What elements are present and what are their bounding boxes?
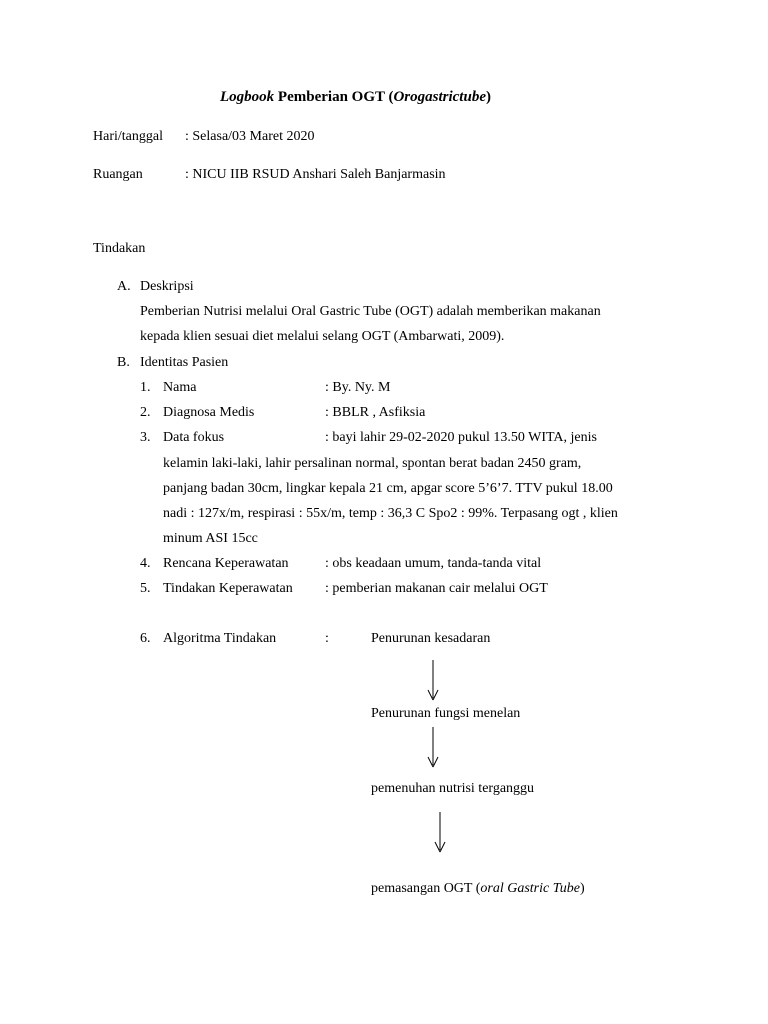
title-main: Pemberian OGT ( [274,89,394,105]
algorithm-step-4-prefix: pemasangan OGT ( [371,881,481,896]
section-a-text-line-1: Pemberian Nutrisi melalui Oral Gastric Tube (OGT) adalah memberikan makanan [140,304,601,319]
algorithm-step-4 [371,882,585,896]
section-a-text-line-2: kepada klien sesuai diet melalui selang OGT (Ambarwati, 2009). [140,329,505,344]
list-item-label: Nama [163,380,197,395]
list-item-number: 6. [140,631,151,646]
section-b-title: Identitas Pasien [140,355,229,370]
list-item-label: Algoritma Tindakan [163,631,277,646]
data-fokus-line-3: panjang badan 30cm, lingkar kepala 21 cm, apgar score 5’6’7. TTV pukul 18.00 [163,481,613,496]
down-arrow-icon [425,660,441,702]
list-item-label: Diagnosa Medis [163,405,255,420]
algorithm-step-4-italic: oral Gastric Tube [480,881,580,896]
list-item-number: 5. [140,581,151,596]
section-a-title: Deskripsi [140,279,194,294]
data-fokus-line-4: nadi : 127x/m, respirasi : 55x/m, temp : 36,3 C Spo2 : 99%. Terpasang ogt , klien [163,506,618,521]
date-label: Hari/tanggal [93,129,163,144]
algorithm-step-2: Penurunan fungsi menelan [371,706,521,721]
down-arrow-icon [432,812,448,854]
document-title [220,90,491,105]
algorithm-step-1: Penurunan kesadaran [371,631,491,646]
section-b-marker: B. [117,355,130,370]
title-logbook: Logbook [220,89,275,105]
section-a-marker: A. [117,279,131,294]
section-tindakan: Tindakan [93,241,146,256]
list-item-number: 1. [140,380,151,395]
algorithm-step-3: pemenuhan nutrisi terganggu [371,781,535,796]
date-value: : Selasa/03 Maret 2020 [185,129,315,144]
data-fokus-line-2: kelamin laki-laki, lahir persalinan normal, spontan berat badan 2450 gram, [163,456,582,471]
list-item-number: 2. [140,405,151,420]
down-arrow-icon [425,727,441,769]
list-item-value: : [325,631,329,646]
list-item-value: : BBLR , Asfiksia [325,405,426,420]
list-item-value: : pemberian makanan cair melalui OGT [325,581,548,596]
list-item-number: 3. [140,430,151,445]
list-item-label: Data fokus [163,430,225,445]
room-label: Ruangan [93,167,143,182]
list-item-label: Rencana Keperawatan [163,556,289,571]
list-item-value: : By. Ny. M [325,380,391,395]
list-item-label: Tindakan Keperawatan [163,581,293,596]
title-close: ) [485,89,491,105]
list-item-number: 4. [140,556,151,571]
list-item-value: : bayi lahir 29-02-2020 pukul 13.50 WITA, jenis [325,430,597,445]
room-value: : NICU IIB RSUD Anshari Saleh Banjarmasin [185,167,446,182]
algorithm-step-4-suffix: ) [579,881,585,896]
title-ogt-term: Orogastrictube [393,89,486,105]
data-fokus-line-5: minum ASI 15cc [163,531,258,546]
list-item-value: : obs keadaan umum, tanda-tanda vital [325,556,542,571]
